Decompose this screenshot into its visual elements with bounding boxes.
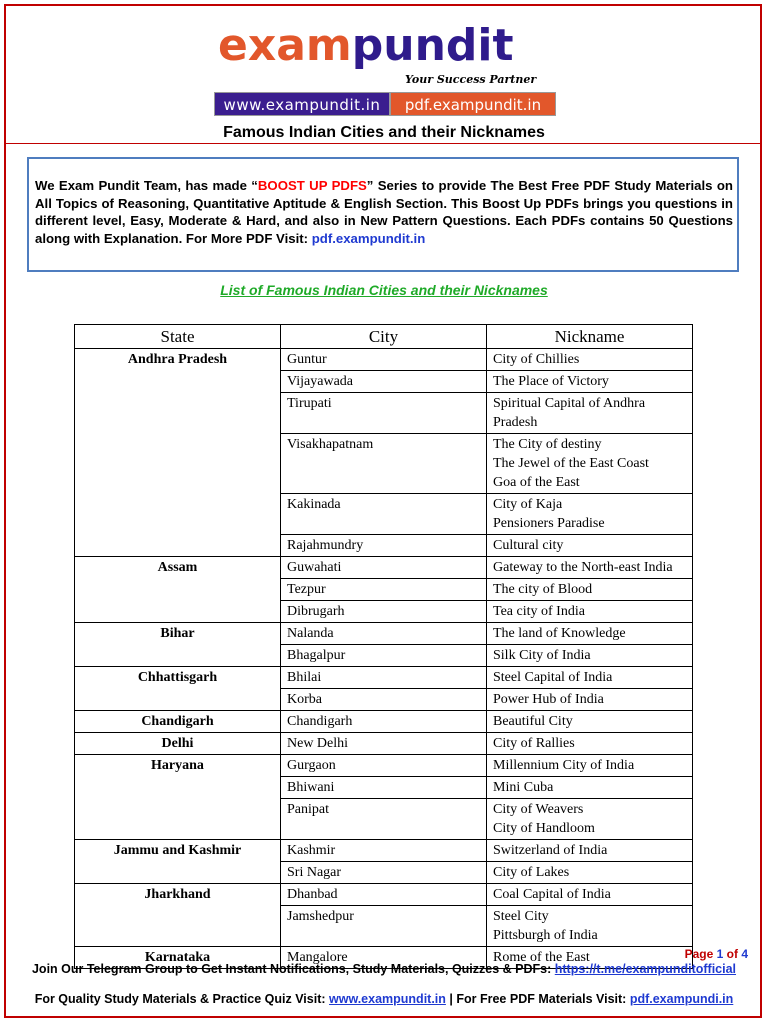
state-cell: Haryana bbox=[75, 755, 281, 840]
nickname-line: Steel Capital of India bbox=[493, 670, 613, 685]
city-cell: Kashmir bbox=[281, 840, 487, 862]
nickname-cell bbox=[487, 557, 693, 579]
table-row bbox=[75, 557, 693, 579]
nickname-line: Pittsburgh of India bbox=[493, 928, 598, 943]
nickname-line: Switzerland of India bbox=[493, 843, 608, 858]
nickname-line: The City of destiny bbox=[493, 437, 602, 452]
nickname-line: City of Lakes bbox=[493, 865, 570, 880]
main-site-url[interactable]: www.exampundit.in bbox=[214, 92, 390, 116]
logo-tagline: Your Success Partner bbox=[405, 73, 537, 86]
header-nickname: Nickname bbox=[487, 325, 693, 349]
city-cell: New Delhi bbox=[281, 733, 487, 755]
nickname-cell bbox=[487, 840, 693, 862]
footer-visit-line bbox=[0, 992, 768, 1006]
table-row bbox=[75, 884, 693, 906]
nickname-line: City of Weavers bbox=[493, 802, 584, 817]
city-cell: Tezpur bbox=[281, 579, 487, 601]
telegram-text: Join Our Telegram Group to Get Instant Notifications, Study Materials, Quizzes & PDFs: bbox=[31, 962, 555, 976]
nickname-cell bbox=[487, 579, 693, 601]
pdf-site-url[interactable]: pdf.exampundit.in bbox=[390, 92, 556, 116]
intro-text-2: ” Series to provide The Best Free PDF Study Materials on All Topics of Reasoning, Quantitative Aptitude & English Section. This Boost Up PDFs brings you questions in different level, Easy, Moderate & Hard, and also in New Pattern Questions. Each PDFs contains 50 Questions along with Explanation. For More PDF Visit: bbox=[35, 178, 733, 246]
nickname-line: Cultural city bbox=[493, 538, 564, 553]
table-row bbox=[75, 733, 693, 755]
table-row bbox=[75, 623, 693, 645]
city-cell: Vijayawada bbox=[281, 371, 487, 393]
table-body bbox=[75, 349, 693, 969]
nickname-line: Pensioners Paradise bbox=[493, 516, 605, 531]
nickname-line: The city of Blood bbox=[493, 582, 593, 597]
nickname-cell bbox=[487, 862, 693, 884]
state-cell: Jammu and Kashmir bbox=[75, 840, 281, 884]
city-cell: Korba bbox=[281, 689, 487, 711]
city-cell: Rajahmundry bbox=[281, 535, 487, 557]
state-cell: Andhra Pradesh bbox=[75, 349, 281, 557]
footer-telegram-line bbox=[0, 962, 768, 976]
nickname-line: City of Handloom bbox=[493, 821, 595, 836]
city-cell: Visakhapatnam bbox=[281, 434, 487, 494]
page-header bbox=[0, 10, 768, 150]
city-cell: Bhilai bbox=[281, 667, 487, 689]
state-cell: Chhattisgarh bbox=[75, 667, 281, 711]
cities-table bbox=[74, 324, 693, 969]
nickname-line: Steel City bbox=[493, 909, 549, 924]
city-cell: Kakinada bbox=[281, 494, 487, 535]
nickname-cell bbox=[487, 494, 693, 535]
nickname-cell bbox=[487, 535, 693, 557]
nickname-line: Millennium City of India bbox=[493, 758, 635, 773]
nickname-line: Spiritual Capital of Andhra Pradesh bbox=[493, 396, 646, 430]
nickname-cell bbox=[487, 799, 693, 840]
nickname-cell bbox=[487, 645, 693, 667]
header-city: City bbox=[281, 325, 487, 349]
city-cell: Mangalore bbox=[281, 947, 487, 969]
city-cell: Dhanbad bbox=[281, 884, 487, 906]
intro-box bbox=[27, 157, 739, 272]
pdf-text: For Free PDF Materials Visit: bbox=[456, 992, 630, 1006]
page-total: 4 bbox=[741, 947, 748, 961]
page-of: of bbox=[726, 947, 738, 961]
nickname-cell bbox=[487, 601, 693, 623]
table-row bbox=[75, 667, 693, 689]
nickname-cell bbox=[487, 623, 693, 645]
nickname-line: City of Chillies bbox=[493, 352, 580, 367]
logo-exam-text: exam bbox=[218, 20, 352, 71]
page-current: 1 bbox=[716, 947, 724, 961]
intro-highlight: BOOST UP PDFS bbox=[257, 178, 367, 193]
state-cell: Karnataka bbox=[75, 947, 281, 969]
nickname-line: Power Hub of India bbox=[493, 692, 604, 707]
footer-separator: | bbox=[445, 992, 457, 1006]
nickname-cell bbox=[487, 777, 693, 799]
nickname-line: Tea city of India bbox=[493, 604, 585, 619]
state-cell: Delhi bbox=[75, 733, 281, 755]
nickname-cell bbox=[487, 733, 693, 755]
city-cell: Dibrugarh bbox=[281, 601, 487, 623]
city-cell: Nalanda bbox=[281, 623, 487, 645]
nickname-cell bbox=[487, 755, 693, 777]
nickname-cell bbox=[487, 434, 693, 494]
intro-pdf-link[interactable]: pdf.exampundit.in bbox=[311, 230, 426, 246]
quality-text: For Quality Study Materials & Practice Quiz Visit: bbox=[34, 992, 329, 1006]
nickname-line: City of Rallies bbox=[493, 736, 575, 751]
page-number bbox=[685, 947, 748, 961]
telegram-link[interactable]: https://t.me/exampunditofficial bbox=[554, 962, 737, 976]
city-cell: Jamshedpur bbox=[281, 906, 487, 947]
table-row bbox=[75, 349, 693, 371]
header-state: State bbox=[75, 325, 281, 349]
nickname-cell bbox=[487, 371, 693, 393]
table-row bbox=[75, 840, 693, 862]
nickname-line: Gateway to the North-east India bbox=[493, 560, 673, 575]
city-cell: Bhiwani bbox=[281, 777, 487, 799]
city-cell: Tirupati bbox=[281, 393, 487, 434]
state-cell: Bihar bbox=[75, 623, 281, 667]
nickname-line: Silk City of India bbox=[493, 648, 591, 663]
city-cell: Guntur bbox=[281, 349, 487, 371]
nickname-line: Mini Cuba bbox=[493, 780, 554, 795]
nickname-line: The Jewel of the East Coast bbox=[493, 456, 649, 471]
quality-link[interactable]: www.exampundit.in bbox=[329, 992, 446, 1006]
city-cell: Chandigarh bbox=[281, 711, 487, 733]
state-cell: Chandigarh bbox=[75, 711, 281, 733]
table-header-row bbox=[75, 325, 693, 349]
nickname-cell bbox=[487, 393, 693, 434]
logo-pundit-text: pundit bbox=[351, 20, 514, 71]
nickname-line: Beautiful City bbox=[493, 714, 573, 729]
nickname-cell bbox=[487, 906, 693, 947]
table-row bbox=[75, 755, 693, 777]
nickname-line: The land of Knowledge bbox=[493, 626, 626, 641]
city-cell: Bhagalpur bbox=[281, 645, 487, 667]
nickname-cell bbox=[487, 711, 693, 733]
list-title: List of Famous Indian Cities and their Nicknames bbox=[220, 282, 548, 298]
nickname-cell bbox=[487, 884, 693, 906]
nickname-cell bbox=[487, 349, 693, 371]
nickname-line: City of Kaja bbox=[493, 497, 563, 512]
city-cell: Guwahati bbox=[281, 557, 487, 579]
exampundit-logo bbox=[218, 20, 514, 71]
nickname-line: Rome of the East bbox=[493, 950, 590, 965]
state-cell: Jharkhand bbox=[75, 884, 281, 947]
header-divider bbox=[6, 143, 760, 144]
city-cell: Gurgaon bbox=[281, 755, 487, 777]
nickname-line: The Place of Victory bbox=[493, 374, 609, 389]
table-row bbox=[75, 711, 693, 733]
nickname-line: Coal Capital of India bbox=[493, 887, 611, 902]
pdf-link[interactable]: pdf.exampundi.in bbox=[629, 992, 734, 1006]
nickname-cell bbox=[487, 667, 693, 689]
city-cell: Sri Nagar bbox=[281, 862, 487, 884]
city-cell: Panipat bbox=[281, 799, 487, 840]
nickname-line: Goa of the East bbox=[493, 475, 580, 490]
nickname-cell bbox=[487, 689, 693, 711]
document-title: Famous Indian Cities and their Nicknames bbox=[223, 124, 545, 141]
state-cell: Assam bbox=[75, 557, 281, 623]
page-label: Page bbox=[684, 947, 714, 961]
intro-text-1: We Exam Pundit Team, has made “ bbox=[35, 178, 258, 193]
